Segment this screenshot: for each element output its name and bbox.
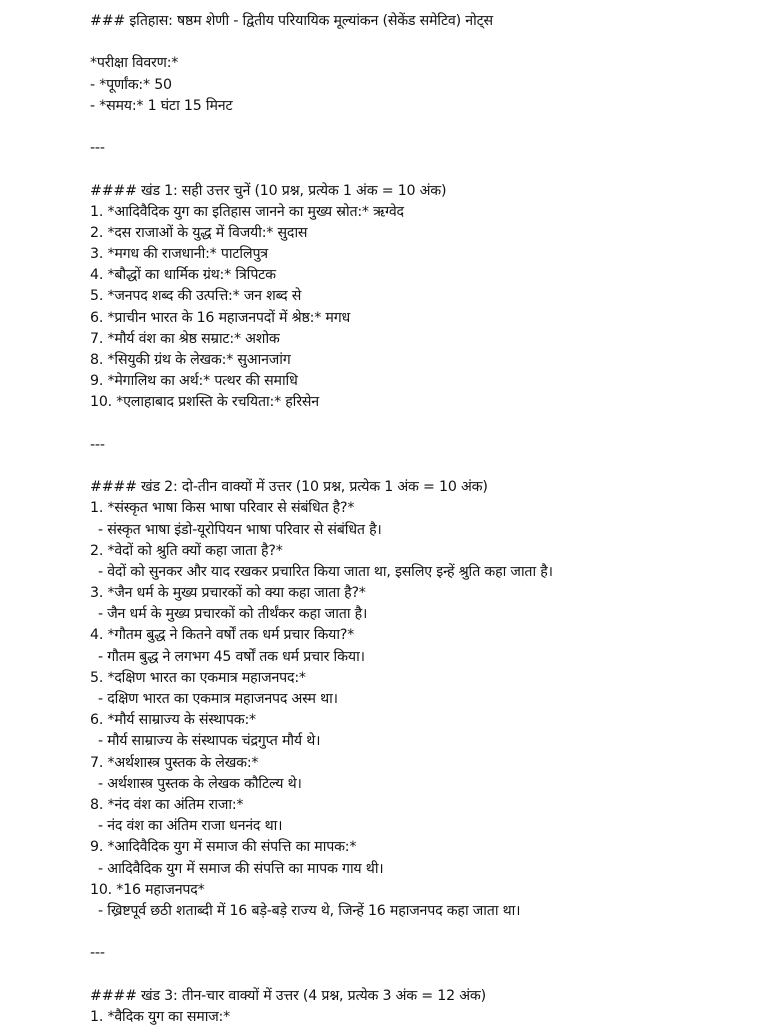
blank-line [90,414,760,435]
section-2-heading: #### खंड 2: दो-तीन वाक्यों में उत्तर (10 प्रश्न, प्रत्येक 1 अंक = 10 अंक) [90,479,488,496]
section-1-item: 10. *एलाहाबाद प्रशस्ति के रचयिता:* हरिसेन [90,394,319,411]
blank-line [90,32,760,53]
blank-line [90,159,760,180]
section-1-item: 3. *मगध की राजधानी:* पाटलिपुत्र [90,246,268,263]
section-2-question: 7. *अर्थशास्त्र पुस्तक के लेखक:* [90,754,259,771]
section-1-heading: #### खंड 1: सही उत्तर चुनें (10 प्रश्न, प्रत्येक 1 अंक = 10 अंक) [90,182,447,199]
section-2-question: 6. *मौर्य साम्राज्य के संस्थापक:* [90,712,256,729]
divider: --- [90,945,105,962]
section-2-answer: - दक्षिण भारत का एकमात्र महाजनपद अस्म था। [98,691,338,707]
section-2-answer: - जैन धर्म के मुख्य प्रचारकों को तीर्थंकर कहा जाता है। [98,606,368,623]
section-1-item: 5. *जनपद शब्द की उत्पत्ति:* जन शब्द से [90,288,302,305]
section-1-item: 9. *मेगालिथ का अर्थ:* पत्थर की समाधि [90,373,298,390]
section-1-item: 4. *बौद्धों का धार्मिक ग्रंथ:* त्रिपिटक [90,267,276,284]
section-2-question: 10. *16 महाजनपद* [90,881,205,898]
section-2-answer: - संस्कृत भाषा इंडो-यूरोपियन भाषा परिवार से संबंधित है। [98,521,382,538]
section-2-question: 4. *गौतम बुद्ध ने कितने वर्षों तक धर्म प्रचार किया?* [90,627,355,644]
blank-line [90,922,760,943]
section-3-question: 1. *वैदिक युग का समाज:* [90,1008,230,1025]
section-2-answer: - आदिवैदिक युग में समाज की संपत्ति का मापक गाय थी। [98,860,384,877]
section-2-answer: - अर्थशास्त्र पुस्तक के लेखक कौटिल्य थे। [98,775,302,792]
section-2-question: 9. *आदिवैदिक युग में समाज की संपत्ति का मापक:* [90,839,357,856]
blank-line [90,964,760,985]
doc-title: ### इतिहास: षष्ठम शेणी - द्वितीय परियायिक मूल्यांकन (सेकेंड समेटिव) नोट्स [90,13,493,29]
section-1-item: 2. *दस राजाओं के युद्ध में विजयी:* सुदास [90,224,308,241]
blank-line [90,456,760,477]
section-1-item: 8. *सियुकी ग्रंथ के लेखक:* सुआनजांग [90,352,291,368]
section-2-question: 5. *दक्षिण भारत का एकमात्र महाजनपद:* [90,669,306,686]
exam-details-heading: *परीक्षा विवरण:* [90,55,179,72]
section-2-question: 3. *जैन धर्म के मुख्य प्रचारकों को क्या कहा जाता है?* [90,585,366,602]
section-1-item: 6. *प्राचीन भारत के 16 महाजनपदों में श्रेष्ठ:* मगध [90,309,351,326]
section-2-answer: - ख्रिष्टपूर्व छठी शताब्दी में 16 बड़े-बड़े राज्य थे, जिन्हें 16 महाजनपद कहा जाता था। [98,902,521,919]
section-1-item: 7. *मौर्य वंश का श्रेष्ठ सम्राट:* अशोक [90,330,280,347]
divider: --- [90,140,105,157]
full-marks: - *पूर्णांक:* 50 [90,76,172,93]
section-2-question: 2. *वेदों को श्रुति क्यों कहा जाता है?* [90,542,283,559]
notes-document [90,11,760,1028]
divider: --- [90,436,105,453]
section-1-item: 1. *आदिवैदिक युग का इतिहास जानने का मुख्य स्रोत:* ऋग्वेद [90,203,404,220]
section-2-answer: - नंद वंश का अंतिम राजा धननंद था। [98,818,283,835]
section-2-answer: - मौर्य साम्राज्य के संस्थापक चंद्रगुप्त मौर्य थे। [98,733,321,750]
section-2-answer: - वेदों को सुनकर और याद रखकर प्रचारित किया जाता था, इसलिए इन्हें श्रुति कहा जाता है। [98,563,553,580]
blank-line [90,117,760,138]
section-2-question: 1. *संस्कृत भाषा किस भाषा परिवार से संबंधित है?* [90,500,355,517]
exam-time: - *समय:* 1 घंटा 15 मिनट [90,97,233,114]
section-3-heading: #### खंड 3: तीन-चार वाक्यों में उत्तर (4 प्रश्न, प्रत्येक 3 अंक = 12 अंक) [90,987,486,1004]
section-2-answer: - गौतम बुद्ध ने लगभग 45 वर्षों तक धर्म प्रचार किया। [98,648,365,665]
section-2-question: 8. *नंद वंश का अंतिम राजा:* [90,796,244,813]
